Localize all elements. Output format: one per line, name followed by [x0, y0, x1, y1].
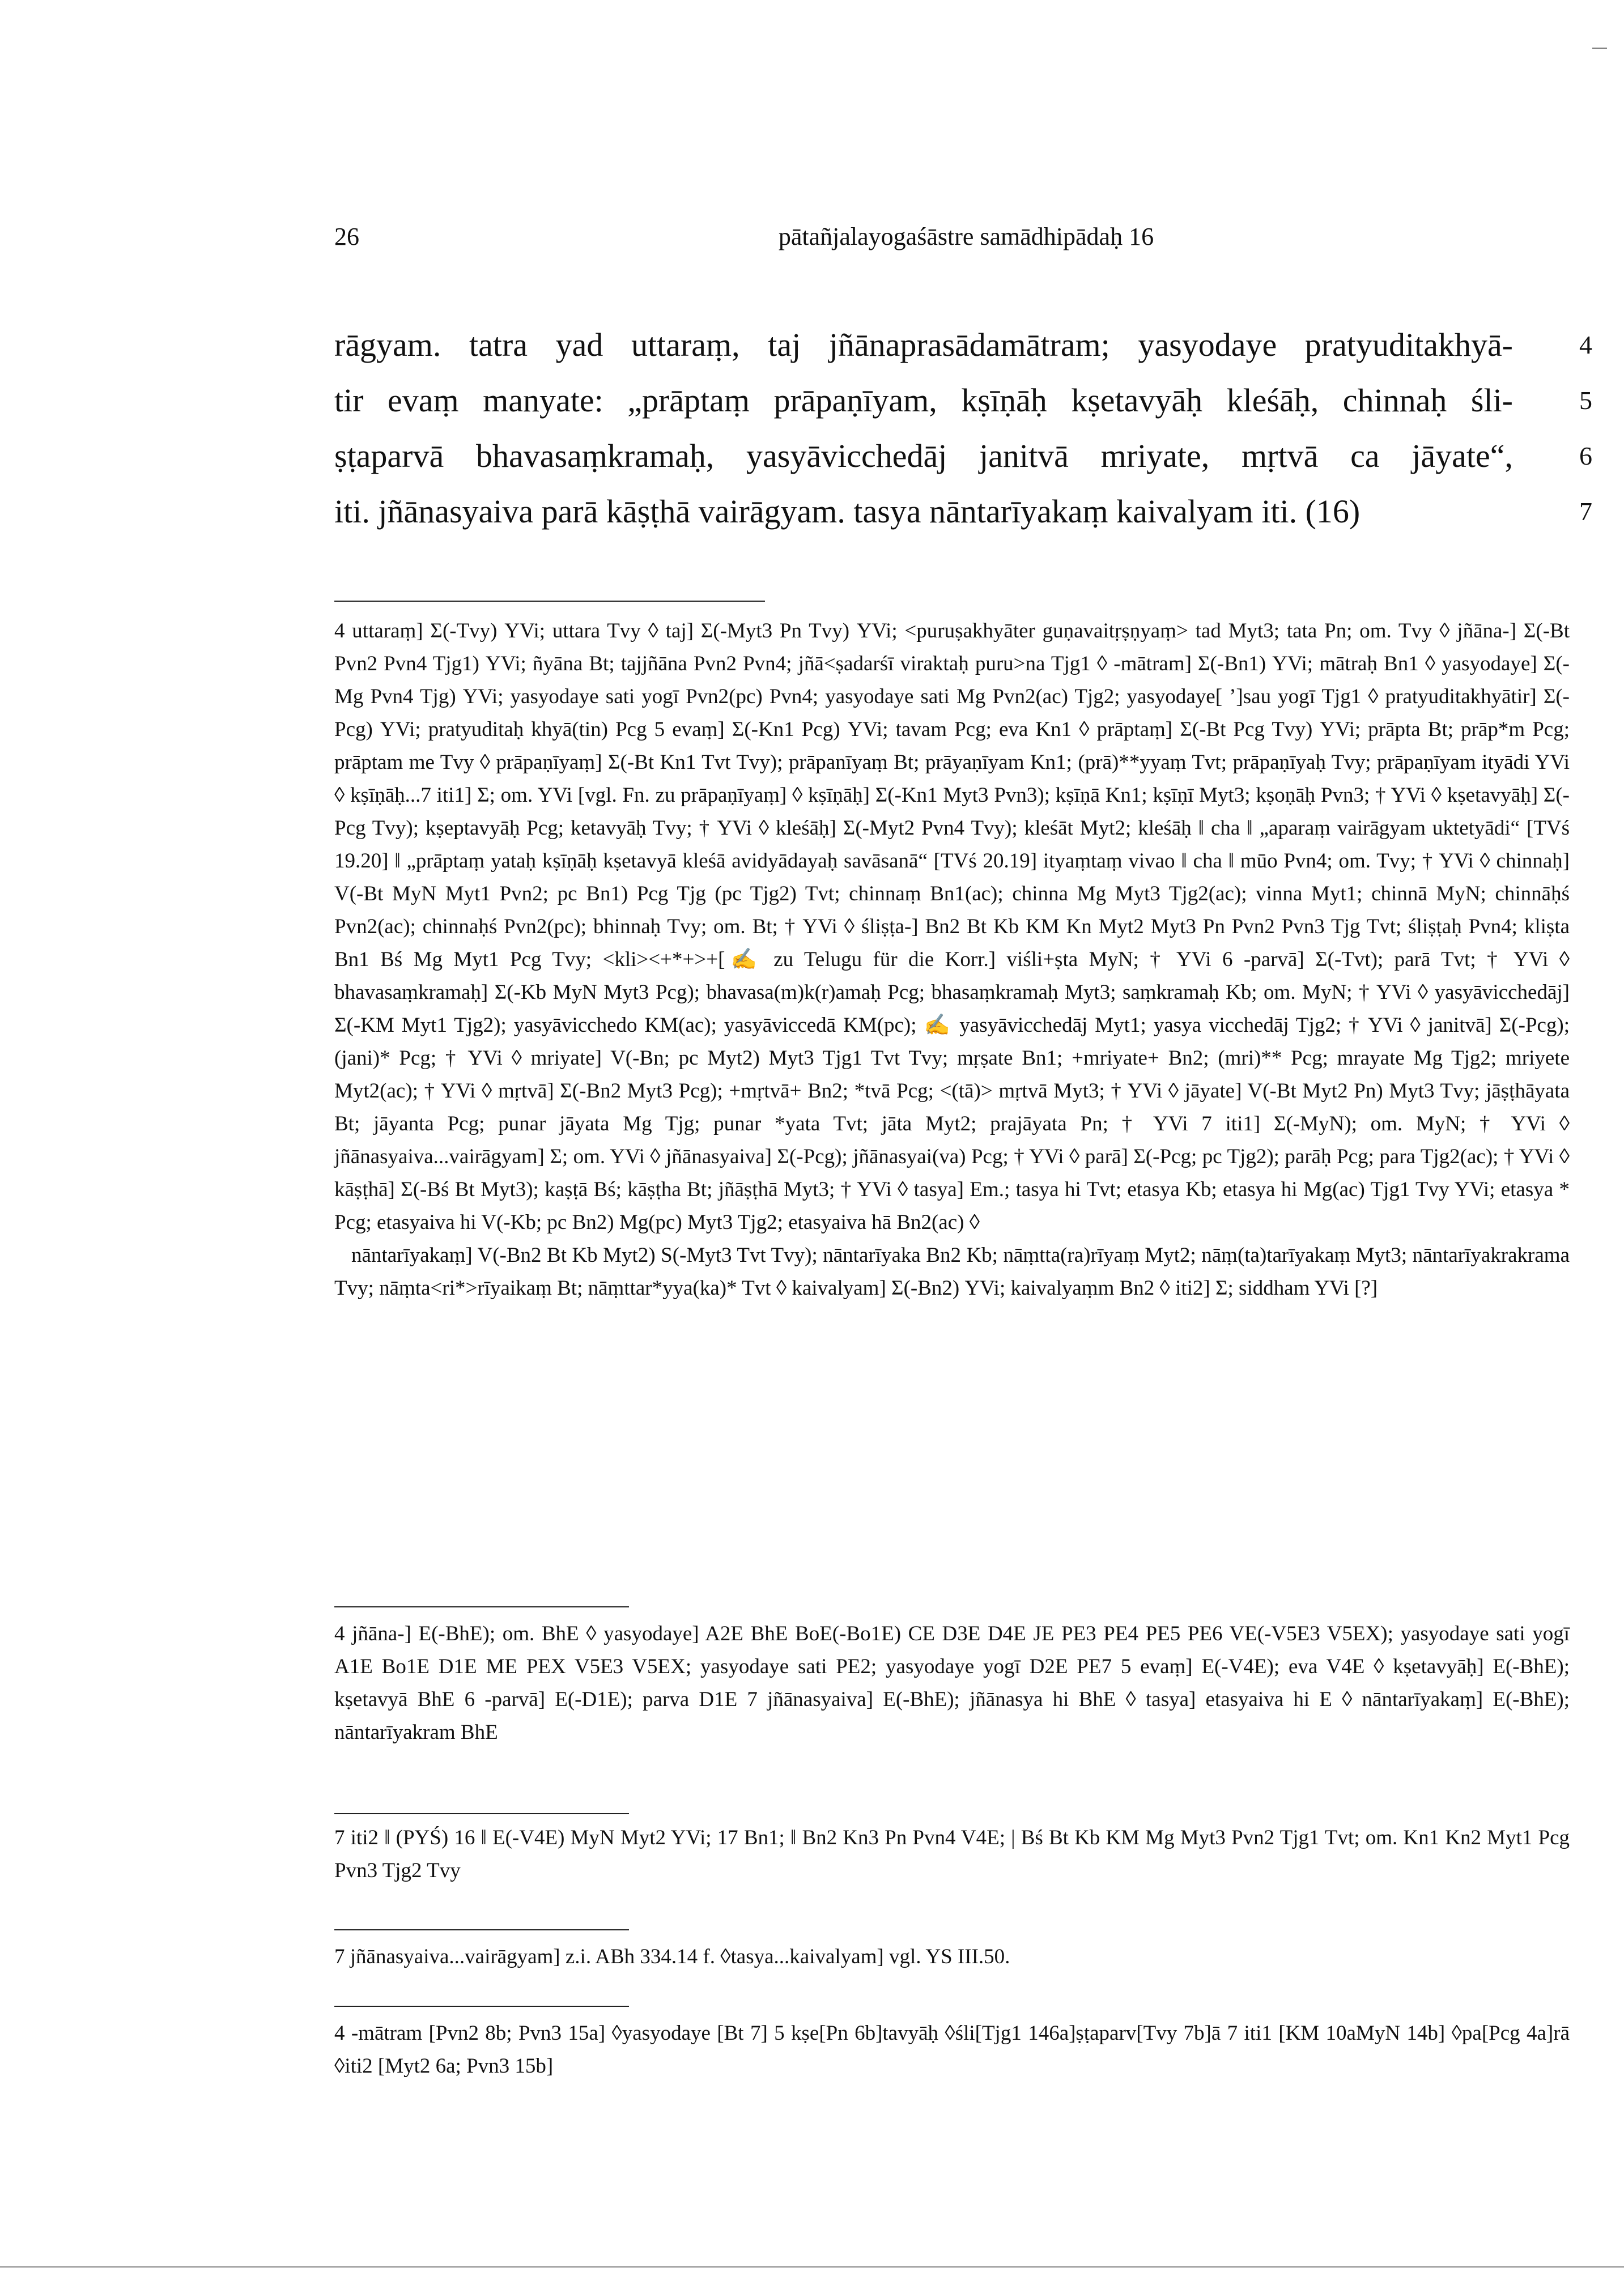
- line-number: 5: [1579, 386, 1592, 415]
- apparatus-divider: [334, 601, 765, 602]
- scan-bottom-edge: [0, 2266, 1624, 2268]
- apparatus-paragraph-cont: nāntarīyakaṃ] V(-Bn2 Bt Kb Myt2) S(-Myt3 Tvt Tvy); nāntarīyaka Bn2 Kb; nāṃtta(ra)rīyaṃ Myt2; nāṃ(ta)tarīyakaṃ Myt3; nāntarīyakrakrama Tvy; nāṃta<ri*>rīyaikaṃ Bt; nāṃttar*yya(ka)* Tvt ◊ kaivalyam] Σ(-Bn2) YVi; kaivalyaṃm Bn2 ◊ iti2] Σ; siddham YVi [?]: [334, 1244, 1570, 1300]
- running-title: pātañjalayogaśāstre samādhipādaḥ 16: [778, 223, 1154, 250]
- main-text-line: [334, 317, 1592, 373]
- edition-apparatus: [334, 1618, 1570, 1749]
- apparatus-paragraph: 4 uttaraṃ] Σ(-Tvy) YVi; uttara Tvy ◊ taj] Σ(-Myt3 Pn Tvy) YVi; <puruṣakhyāter guṇavaitṛṣṇyaṃ> tad Myt3; tata Pn; om. Tvy ◊ jñāna-] Σ(-Bt Pvn2 Pvn4 Tjg1) YVi; ñyāna Bt; tajjñāna Pvn2 Pvn4; jñā<ṣadarśī viraktaḥ puru>na Tjg1 ◊ -mātram] Σ(-Bn1) YVi; mātraḥ Bn1 ◊ yasyodaye] Σ(-Mg Pvn4 Tjg) YVi; yasyodaye sati yogī Pvn2(pc) Pvn4; yasyodaye sati Mg Pvn2(ac) Tjg2; yasyodaye[ ’]sau yogī Tjg1 ◊ pratyuditakhyātir] Σ(-Pcg) YVi; pratyuditaḥ khyā(tin) Pcg 5 evaṃ] Σ(-Kn1 Pcg) YVi; tavam Pcg; eva Kn1 ◊ prāptaṃ] Σ(-Bt Pcg Tvy) YVi; prāpta Bt; prāp*m Pcg; prāptam me Tvy ◊ prāpaṇīyaṃ] Σ(-Bt Kn1 Tvt Tvy); prāpanīyaṃ Bt; prāyaṇīyam Kn1; (prā)**yyaṃ Tvt; prāpaṇīyaḥ Tvy; prāpaṇīyam ityādi YVi ◊ kṣīṇāḥ...7 iti1] Σ; om. YVi [vgl. Fn. zu prāpaṇīyaṃ] ◊ kṣīṇāḥ] Σ(-Kn1 Myt3 Pvn3); kṣīṇā Kn1; kṣīṇī Myt3; kṣoṇāḥ Pvn3; † YVi ◊ kṣetavyāḥ] Σ(-Pcg Tvy); kṣeptavyāḥ Pcg; ketavyāḥ Tvy; † YVi ◊ kleśāḥ] Σ(-Myt2 Pvn4 Tvy); kleśāt Myt2; kleśāḥ ‖ cha ‖ „aparaṃ vairāgyam uktetyādi“ [TVś 19.20] ‖ „prāptaṃ yataḥ kṣīṇāḥ kṣetavyā kleśā avidyādayaḥ savāsanā“ [TVś 20.19] ityaṃtaṃ vivao ‖ cha ‖ mūo Pvn4; om. Tvy; † YVi ◊ chinnaḥ] V(-Bt MyN Myt1 Pvn2; pc Bn1) Pcg Tjg (pc Tjg2) Tvt; chinnaṃ Bn1(ac); chinna Mg Myt3 Tjg2(ac); vinna Myt1; chinnā MyN; chinnāḥś Pvn2(ac); chinnaḥś Pvn2(pc); bhinnaḥ Tvy; om. Bt; † YVi ◊ śliṣṭa-] Bn2 Bt Kb KM Kn Myt2 Myt3 Pn Pvn2 Pvn3 Tjg Tvt; śliṣṭaḥ Pvn4; kliṣta Bn1 Bś Mg Myt1 Pcg Tvy; <kli><+*+>+[✍ zu Telugu für die Korr.] viśli+ṣta MyN; † YVi 6 -parvā] Σ(-Tvt); parā Tvt; † YVi ◊ bhavasaṃkramaḥ] Σ(-Kb MyN Myt3 Pcg); bhavasa(m)k(r)amaḥ Pcg; bhasaṃkramaḥ Myt3; saṃkramaḥ Kb; om. MyN; † YVi ◊ yasyāvicchedāj] Σ(-KM Myt1 Tjg2); yasyāvicchedo KM(ac); yasyāviccedā KM(pc); ✍ yasyāvicchedāj Myt1; yasya vicchedāj Tjg2; † YVi ◊ janitvā] Σ(-Pcg); (jani)* Pcg; † YVi ◊ mriyate] V(-Bn; pc Myt2) Myt3 Tjg1 Tvt Tvy; mṛṣate Bn1; +mriyate+ Bn2; (mri)** Pcg; mrayate Mg Tjg2; mriyete Myt2(ac); † YVi ◊ mṛtvā] Σ(-Bn2 Myt3 Pcg); +mṛtvā+ Bn2; *tvā Pcg; <(tā)> mṛtvā Myt3; † YVi ◊ jāyate] V(-Bt Myt2 Pn) Myt3 Tvy; jāṣṭhāyata Bt; jāyanta Pcg; punar jāyata Mg Tjg; punar *yata Tvt; jāta Myt2; prajāyata Pn; † YVi 7 iti1] Σ(-MyN); om. MyN; † YVi ◊ jñānasyaiva...vairāgyam] Σ; om. YVi ◊ jñānasyaiva] Σ(-Pcg); jñānasyai(va) Pcg; † YVi ◊ parā] Σ(-Pcg; pc Tjg2); parāḥ Pcg; para Tjg2(ac); † YVi ◊ kāṣṭhā] Σ(-Bś Bt Myt3); kaṣṭā Bś; kāṣṭha Bt; jñāṣṭhā Myt3; † YVi ◊ tasya] Em.; tasya hi Tvt; etasya Kb; etasya hi Mg(ac) Tjg1 Tvy YVi; etasya * Pcg; etasyaiva hi V(-Kb; pc Bn2) Mg(pc) Myt3 Tjg2; etasyaiva hā Bn2(ac) ◊: [334, 619, 1570, 1234]
- folio-apparatus: [334, 2017, 1570, 2083]
- main-text-line: [334, 373, 1592, 428]
- main-line-text: tir evaṃ manyate: „prāptaṃ prāpaṇīyam, kṣīṇāḥ kṣetavyāḥ kleśāḥ, chinnaḥ śli-: [334, 382, 1513, 419]
- testimonia-divider: [334, 1606, 629, 1607]
- scan-corner-mark: [1592, 48, 1607, 49]
- apparatus-paragraph: 7 jñānasyaiva...vairāgyam] z.i. ABh 334.14 f. ◊tasya...kaivalyam] vgl. YS III.50.: [334, 1945, 1010, 1968]
- colophon-divider: [334, 1813, 629, 1814]
- apparatus-paragraph: 7 iti2 ‖ (PYŚ) 16 ‖ E(-V4E) MyN Myt2 YVi; 17 Bn1; ‖ Bn2 Kn3 Pn Pvn4 V4E; | Bś Bt Kb KM Mg Myt3 Pvn2 Tjg1 Tvt; om. Kn1 Kn2 Myt1 Pcg Pvn3 Tjg2 Tvy: [334, 1826, 1570, 1882]
- page-number: 26: [334, 223, 359, 250]
- parallels-divider: [334, 1929, 629, 1930]
- line-number: 4: [1579, 330, 1592, 359]
- folio-divider: [334, 2006, 629, 2007]
- page-header: [334, 222, 1598, 262]
- main-line-text: iti. jñānasyaiva parā kāṣṭhā vairāgyam. tasya nāntarīyakaṃ kaivalyam iti. (16): [334, 493, 1361, 530]
- apparatus-paragraph: 4 jñāna-] E(-BhE); om. BhE ◊ yasyodaye] A2E BhE BoE(-Bo1E) CE D3E D4E JE PE3 PE4 PE5 PE6 VE(-V5E3 V5EX); yasyodaye sati yogī A1E Bo1E D1E ME PEX V5E3 V5EX; yasyodaye sati PE2; yasyodaye yogī D2E PE7 5 evaṃ] E(-V4E); eva V4E ◊ kṣetavyāḥ] E(-BhE); kṣetavyā BhE 6 -parvā] E(-D1E); parva D1E 7 jñānasyaiva] E(-BhE); jñānasya hi BhE ◊ tasya] etasyaiva hi E ◊ nāntarīyakaṃ] E(-BhE); nāntarīyakram BhE: [334, 1622, 1570, 1744]
- apparatus-paragraph: 4 -mātram [Pvn2 8b; Pvn3 15a] ◊yasyodaye [Bt 7] 5 kṣe[Pn 6b]tavyāḥ ◊śli[Tjg1 146a]ṣṭaparv[Tvy 7b]ā 7 iti1 [KM 10aMyN 14b] ◊pa[Pcg 4a]rā ◊iti2 [Myt2 6a; Pvn3 15b]: [334, 2022, 1570, 2078]
- main-text-line: [334, 484, 1592, 539]
- colophon-apparatus: [334, 1822, 1570, 1887]
- line-number: 7: [1579, 497, 1592, 526]
- parallels-apparatus: [334, 1941, 1570, 1973]
- line-number: 6: [1579, 441, 1592, 470]
- main-line-text: ṣṭaparvā bhavasaṃkramaḥ, yasyāvicchedāj janitvā mriyate, mṛtvā ca jāyate“,: [334, 437, 1513, 474]
- main-text-block: [334, 317, 1592, 539]
- main-text-line: [334, 428, 1592, 484]
- main-line-text: rāgyam. tatra yad uttaraṃ, taj jñānaprasādamātram; yasyodaye pratyuditakhyā-: [334, 326, 1513, 363]
- critical-apparatus: [334, 615, 1570, 1305]
